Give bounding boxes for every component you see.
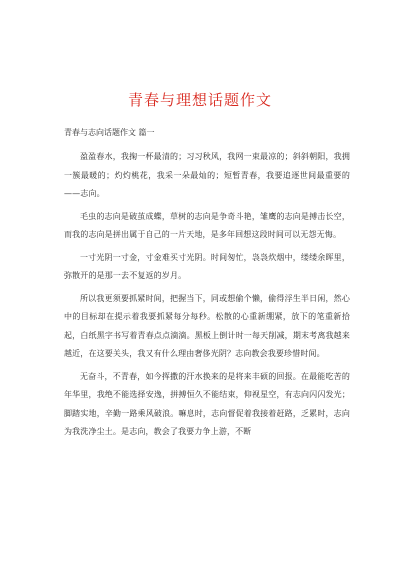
paragraph-3: 一寸光阴一寸金，寸金难买寸光阴。时间匆忙，袅袅炊烟中，缕缕余晖里，弥散开的是那一去不复返的岁月。 <box>64 252 350 280</box>
document-body <box>64 124 350 446</box>
paragraph-1: 盈盈春水，我掬一杯最清的；习习秋风，我网一束最凉的；斜斜朝阳，我拥一簇最暖的；灼灼桃花，我采一朵最灿的；短暂青春，我要追逐世间最重要的——志向。 <box>64 152 350 198</box>
essay-subtitle: 青春与志向话题作文 篇一 <box>64 128 155 137</box>
paragraph-2: 毛虫的志向是破茧成蝶，草树的志向是争奇斗艳，雏鹰的志向是搏击长空，而我的志向是拼出属于自己的一片天地，是多年回想这段时间可以无怨无悔。 <box>64 211 350 239</box>
paragraph-4: 所以我更须要抓紧时间，把握当下，同或想偷个懒，偷得浮生半日闲，然心中的目标却在提示着我要抓紧每分每秒。松散的心重新绷紧，放下的笔重新拾起，白纸黑字书写着青春点点滴滴。黑板上倒计时一每天削减，期末考离我越来越近，在这要关头，我又有什么理由奢侈光阴？志向教会我要珍惜时间。 <box>64 293 350 358</box>
paragraph-5: 无奋斗，不青春，如今挥撒的汗水换来的是将来丰硕的回报。在最能吃苦的年华里，我绝不能选择安逸，拼搏恒久不能结束，仰视星空，有志向闪闪发光；脚踏实地，辛勤一路乘风破浪。嘛息时，志向督促着我接着赶路，乏累时，志向为我洗净尘土。是志向，教会了我要力争上游，不断 <box>64 371 350 436</box>
document-title: 青春与理想话题作文 <box>127 91 272 109</box>
